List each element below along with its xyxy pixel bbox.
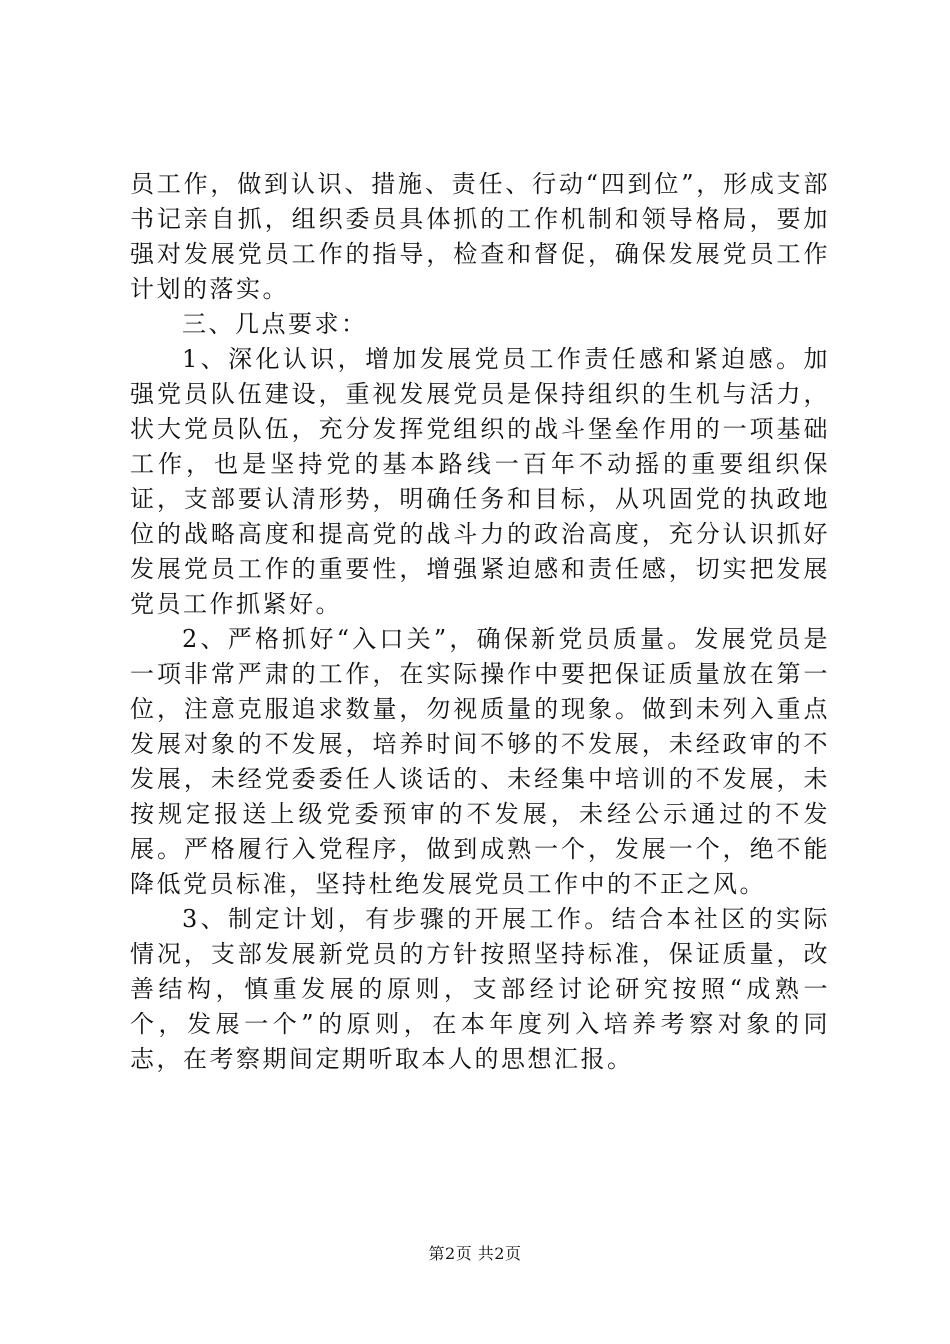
- paragraph-requirement-3: 3、制定计划，有步骤的开展工作。结合本社区的实际情况，支部发展新党员的方针按照坚持标准，保证质量，改善结构，慎重发展的原则，支部经讨论研究按照“成熟一个，发展一个”的原则，在本年度列入培养考察对象的同志，在考察期间定期听取本人的思想汇报。: [130, 905, 830, 1073]
- page-number-footer: 第2页 共2页: [428, 1244, 522, 1263]
- section-heading-requirements: 三、几点要求：: [182, 310, 368, 338]
- paragraph-continuation: 员工作，做到认识、措施、责任、行动“四到位”，形成支部书记亲自抓，组织委员具体抓的工作机制和领导格局，要加强对发展党员工作的指导，检查和督促，确保发展党员工作计划的落实。: [130, 170, 830, 303]
- document-body: [130, 167, 830, 1077]
- paragraph-requirement-1: 1、深化认识，增加发展党员工作责任感和紧迫感。加强党员队伍建设，重视发展党员是保持组织的生机与活力，状大党员队伍，充分发挥党组织的战斗堡垒作用的一项基础工作，也是坚持党的基本路线一百年不动摇的重要组织保证，支部要认清形势，明确任务和目标，从巩固党的执政地位的战略高度和提高党的战斗力的政治高度，充分认识抓好发展党员工作的重要性，增强紧迫感和责任感，切实把发展党员工作抓紧好。: [130, 345, 830, 618]
- paragraph-requirement-2: 2、严格抓好“入口关”，确保新党员质量。发展党员是一项非常严肃的工作，在实际操作中要把保证质量放在第一位，注意克服追求数量，勿视质量的现象。做到未列入重点发展对象的不发展，培养时间不够的不发展，未经政审的不发展，未经党委委任人谈话的、未经集中培训的不发展，未按规定报送上级党委预审的不发展，未经公示通过的不发展。严格履行入党程序，做到成熟一个，发展一个，绝不能降低党员标准，坚持杜绝发展党员工作中的不正之风。: [130, 625, 830, 898]
